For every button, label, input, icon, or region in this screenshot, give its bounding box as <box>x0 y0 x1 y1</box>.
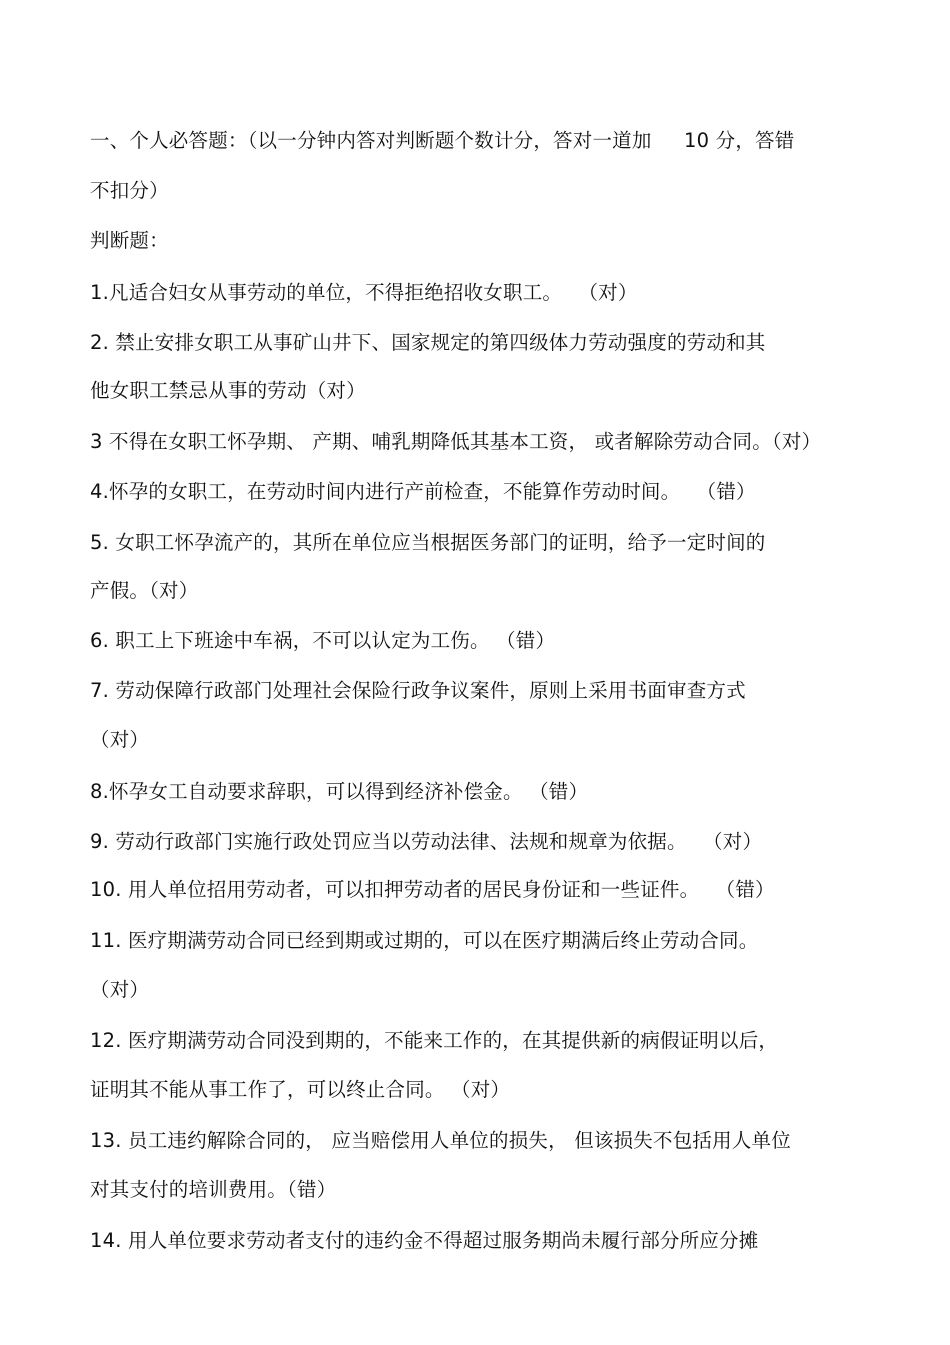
question-8: 8.怀孕女工自动要求辞职，可以得到经济补偿金。 （错） <box>90 780 589 803</box>
question-3: 3 不得在女职工怀孕期、 产期、哺乳期降低其基本工资， 或者解除劳动合同。（对） <box>90 430 822 453</box>
question-9: 9. 劳动行政部门实施行政处罚应当以劳动法律、法规和规章为依据。 （对） <box>90 830 763 853</box>
question-12-line-1: 12. 医疗期满劳动合同没到期的，不能来工作的，在其提供新的病假证明以后， <box>90 1029 779 1052</box>
question-11-line-2: （对） <box>90 978 150 1001</box>
question-13-line-1: 13. 员工违约解除合同的， 应当赔偿用人单位的损失， 但该损失不包括用人单位 <box>90 1129 791 1152</box>
question-2-line-1: 2. 禁止安排女职工从事矿山井下、国家规定的第四级体力劳动强度的劳动和其 <box>90 331 766 354</box>
question-7-line-1: 7. 劳动保障行政部门处理社会保险行政争议案件，原则上采用书面审查方式 <box>90 679 746 702</box>
question-14-line-1: 14. 用人单位要求劳动者支付的违约金不得超过服务期尚未履行部分所应分摊 <box>90 1229 759 1252</box>
question-4: 4.怀孕的女职工，在劳动时间内进行产前检查，不能算作劳动时间。 （错） <box>90 480 756 503</box>
question-5-line-1: 5. 女职工怀孕流产的，其所在单位应当根据医务部门的证明，给予一定时间的 <box>90 531 766 554</box>
question-10: 10. 用人单位招用劳动者，可以扣押劳动者的居民身份证和一些证件。 （错） <box>90 878 775 901</box>
section-heading-line-1: 一、个人必答题：（以一分钟内答对判断题个数计分，答对一道加 10 分，答错 <box>90 129 795 152</box>
question-6: 6. 职工上下班途中车祸，不可以认定为工伤。 （错） <box>90 629 556 652</box>
question-13-line-2: 对其支付的培训费用。（错） <box>90 1178 337 1201</box>
question-1: 1.凡适合妇女从事劳动的单位，不得拒绝招收女职工。 （对） <box>90 281 638 304</box>
question-2-line-2: 他女职工禁忌从事的劳动（对） <box>90 379 366 402</box>
question-type-label: 判断题： <box>90 229 169 252</box>
question-7-line-2: （对） <box>90 728 150 751</box>
question-5-line-2: 产假。（对） <box>90 579 199 602</box>
question-12-line-2: 证明其不能从事工作了，可以终止合同。 （对） <box>90 1078 511 1101</box>
section-heading-line-2: 不扣分） <box>90 179 169 202</box>
question-11-line-1: 11. 医疗期满劳动合同已经到期或过期的，可以在医疗期满后终止劳动合同。 <box>90 929 759 952</box>
